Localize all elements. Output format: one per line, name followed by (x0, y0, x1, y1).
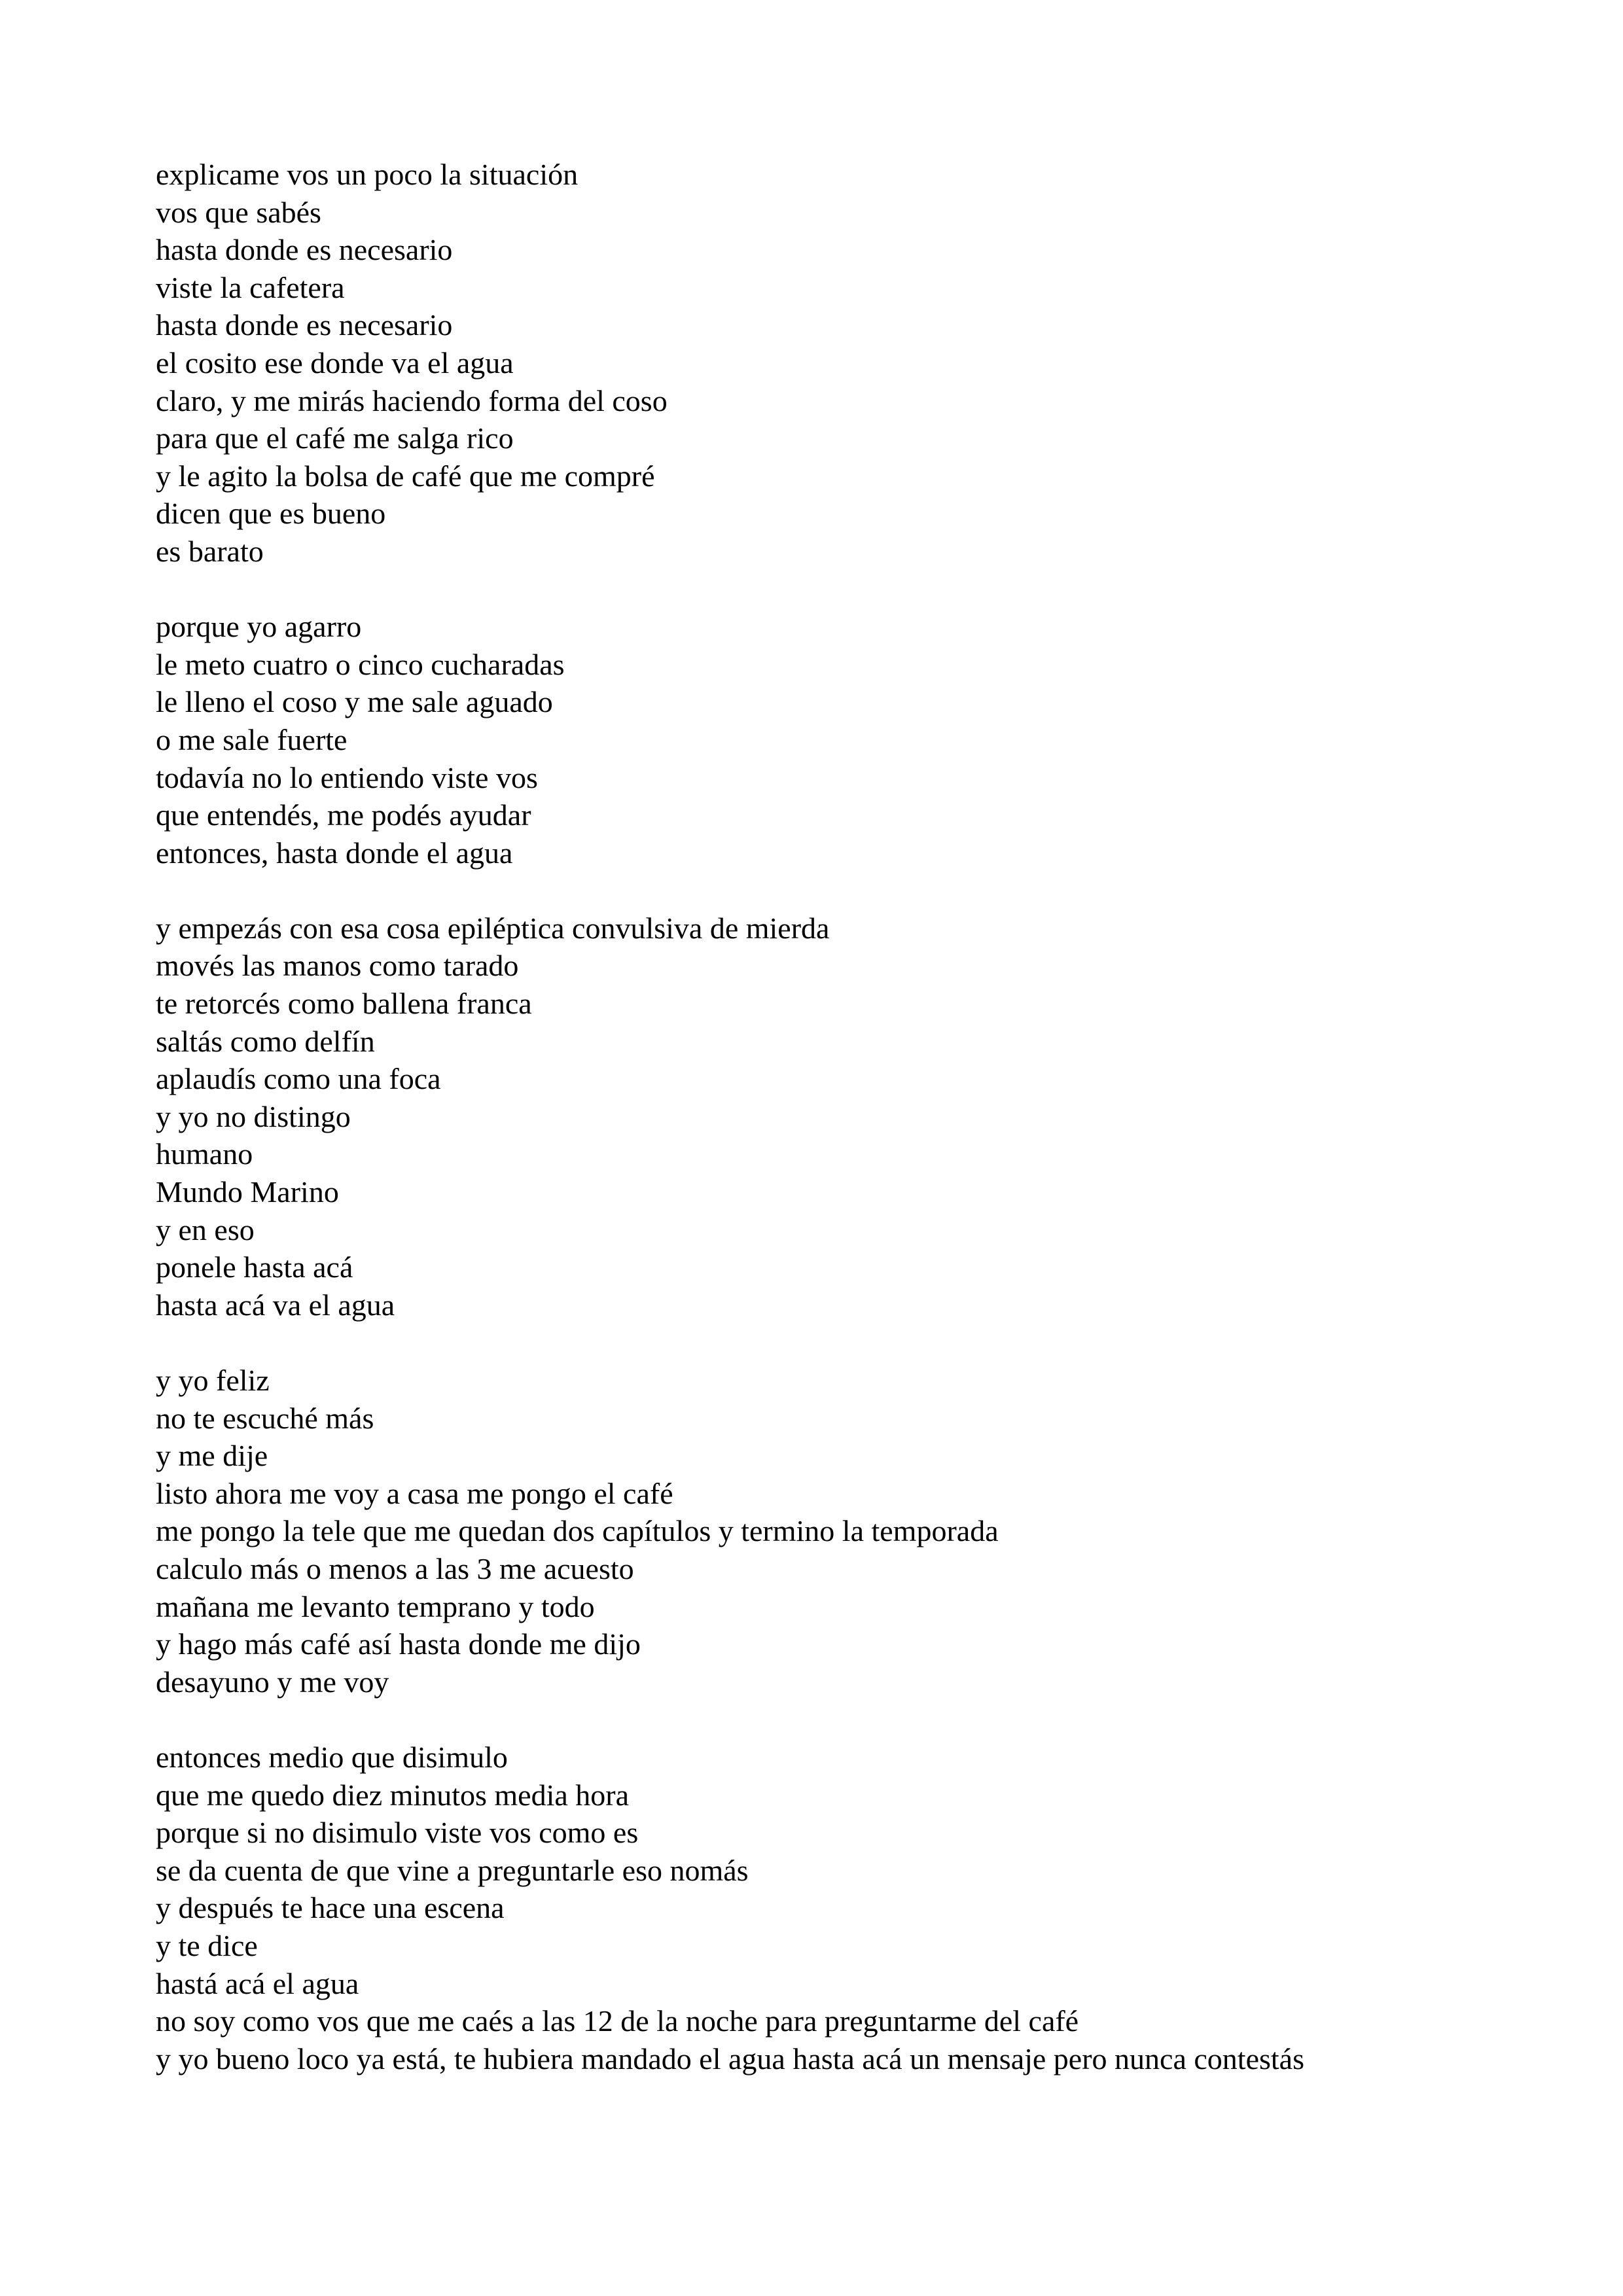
text-line: explicame vos un poco la situación (156, 158, 579, 191)
text-line: le lleno el coso y me sale aguado (156, 685, 553, 719)
text-line: mañana me levanto temprano y todo (156, 1589, 595, 1623)
text-line: y yo no distingo (156, 1099, 351, 1133)
stanza-1 (156, 156, 1504, 571)
text-line: listo ahora me voy a casa me pongo el café (156, 1476, 673, 1510)
poem-text (156, 156, 1504, 2077)
text-line: Mundo Marino (156, 1175, 339, 1209)
text-line: y después te hace una escena (156, 1891, 505, 1925)
text-line: viste la cafetera (156, 270, 345, 304)
stanza-4 (156, 1362, 1504, 1701)
text-line: calculo más o menos a las 3 me acuesto (156, 1551, 634, 1585)
text-line: o me sale fuerte (156, 722, 348, 756)
text-line: y empezás con esa cosa epiléptica convulsiva de mierda (156, 911, 830, 945)
text-line: saltás como delfín (156, 1024, 375, 1058)
text-line: entonces, hasta donde el agua (156, 836, 513, 870)
text-line: se da cuenta de que vine a preguntarle eso nomás (156, 1853, 749, 1887)
stanza-2 (156, 608, 1504, 872)
text-line: y hago más café así hasta donde me dijo (156, 1627, 641, 1661)
stanza-5 (156, 1739, 1504, 2077)
text-line: es barato (156, 534, 264, 568)
text-line: desayuno y me voy (156, 1665, 389, 1699)
text-line: y me dije (156, 1439, 268, 1473)
text-line: hasta donde es necesario (156, 233, 453, 267)
text-line: te retorcés como ballena franca (156, 987, 532, 1021)
text-line: el cosito ese donde va el agua (156, 345, 514, 380)
text-line: porque si no disimulo viste vos como es (156, 1816, 639, 1850)
text-line: y yo bueno loco ya está, te hubiera mandado el agua hasta acá un mensaje pero nunca contestás (156, 2041, 1304, 2075)
text-line: y te dice (156, 1928, 258, 1962)
text-line: para que el café me salga rico (156, 421, 514, 455)
text-line: no te escuché más (156, 1401, 374, 1435)
text-line: ponele hasta acá (156, 1250, 353, 1284)
text-line: movés las manos como tarado (156, 949, 519, 983)
text-line: que entendés, me podés ayudar (156, 798, 531, 832)
text-line: y yo feliz (156, 1364, 270, 1397)
text-line: le meto cuatro o cinco cucharadas (156, 647, 565, 681)
text-line: hastá acá el agua (156, 1966, 359, 2000)
text-line: que me quedo diez minutos media hora (156, 1778, 630, 1812)
text-line: entonces medio que disimulo (156, 1740, 508, 1774)
text-line: aplaudís como una foca (156, 1062, 441, 1096)
text-line: no soy como vos que me caés a las 12 de la noche para preguntarme del café (156, 2004, 1079, 2038)
text-line: hasta donde es necesario (156, 308, 453, 342)
text-line: humano (156, 1137, 253, 1171)
text-line: y le agito la bolsa de café que me compré (156, 459, 655, 493)
text-line: claro, y me mirás haciendo forma del coso (156, 383, 668, 417)
text-line: porque yo agarro (156, 610, 362, 644)
text-line: hasta acá va el agua (156, 1288, 395, 1322)
stanza-3 (156, 910, 1504, 1324)
text-line: dicen que es bueno (156, 497, 386, 531)
text-line: y en eso (156, 1212, 255, 1246)
text-line: me pongo la tele que me quedan dos capítulos y termino la temporada (156, 1514, 999, 1548)
text-line: todavía no lo entiendo viste vos (156, 760, 538, 794)
text-line: vos que sabés (156, 195, 321, 229)
